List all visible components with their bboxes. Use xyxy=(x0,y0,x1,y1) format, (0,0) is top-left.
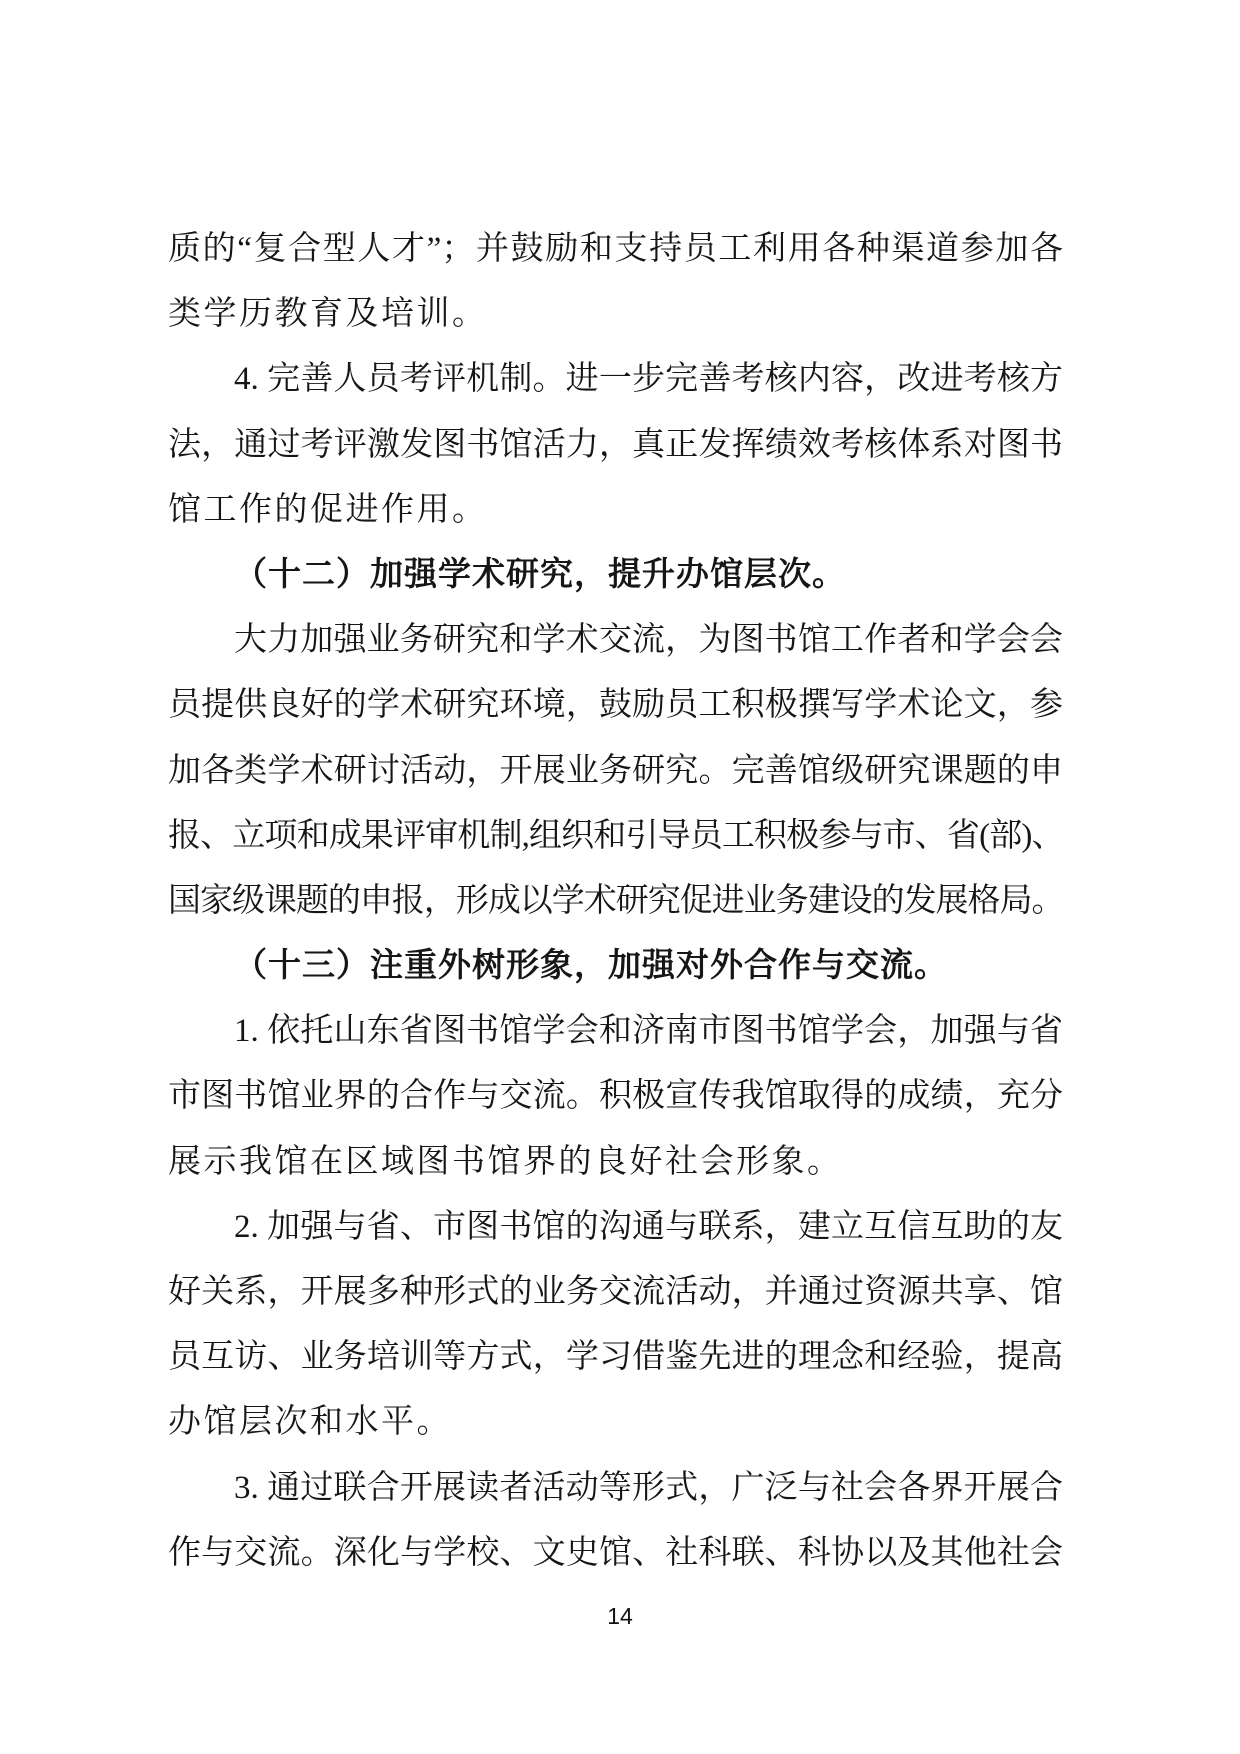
section-heading: （十二）加强学术研究，提升办馆层次。 xyxy=(234,556,846,593)
page-number: 14 xyxy=(607,1603,633,1629)
text-line: 法，通过考评激发图书馆活力，真正发挥绩效考核体系对图书 xyxy=(168,426,1063,463)
text-line: 2. 加强与省、市图书馆的沟通与联系，建立互信互助的友 xyxy=(234,1208,1063,1245)
text-line: 3. 通过联合开展读者活动等形式，广泛与社会各界开展合 xyxy=(234,1469,1063,1506)
text-line: 作与交流。深化与学校、文史馆、社科联、科协以及其他社会 xyxy=(168,1534,1063,1571)
text-line: 国家级课题的申报，形成以学术研究促进业务建设的发展格局。 xyxy=(168,882,1063,919)
text-line: 4. 完善人员考评机制。进一步完善考核内容，改进考核方 xyxy=(234,361,1063,398)
section-heading: （十三）注重外树形象，加强对外合作与交流。 xyxy=(234,948,948,985)
text-line: 好关系，开展多种形式的业务交流活动，并通过资源共享、馆 xyxy=(168,1274,1063,1310)
text-line: 加各类学术研讨活动，开展业务研究。完善馆级研究课题的申 xyxy=(168,752,1063,789)
text-line: 市图书馆业界的合作与交流。积极宣传我馆取得的成绩，充分 xyxy=(168,1078,1063,1115)
text-line: 馆工作的促进作用。 xyxy=(168,491,488,528)
text-line: 报、立项和成果评审机制,组织和引导员工积极参与市、省(部)、 xyxy=(168,817,1063,854)
text-line: 展示我馆在区域图书馆界的良好社会形象。 xyxy=(168,1143,843,1180)
page-footer xyxy=(0,1598,1240,1634)
text-line: 类学历教育及培训。 xyxy=(168,296,488,333)
text-line: 员提供良好的学术研究环境，鼓励员工积极撰写学术论文，参 xyxy=(168,687,1063,724)
text-line: 1. 依托山东省图书馆学会和济南市图书馆学会，加强与省 xyxy=(234,1013,1063,1050)
document-body xyxy=(168,217,1063,1586)
text-line: 大力加强业务研究和学术交流，为图书馆工作者和学会会 xyxy=(234,622,1063,659)
text-line: 办馆层次和水平。 xyxy=(168,1404,452,1441)
text-line: 员互访、业务培训等方式，学习借鉴先进的理念和经验，提高 xyxy=(168,1339,1063,1376)
text-line: 质的“复合型人才”；并鼓励和支持员工利用各种渠道参加各 xyxy=(168,231,1063,267)
